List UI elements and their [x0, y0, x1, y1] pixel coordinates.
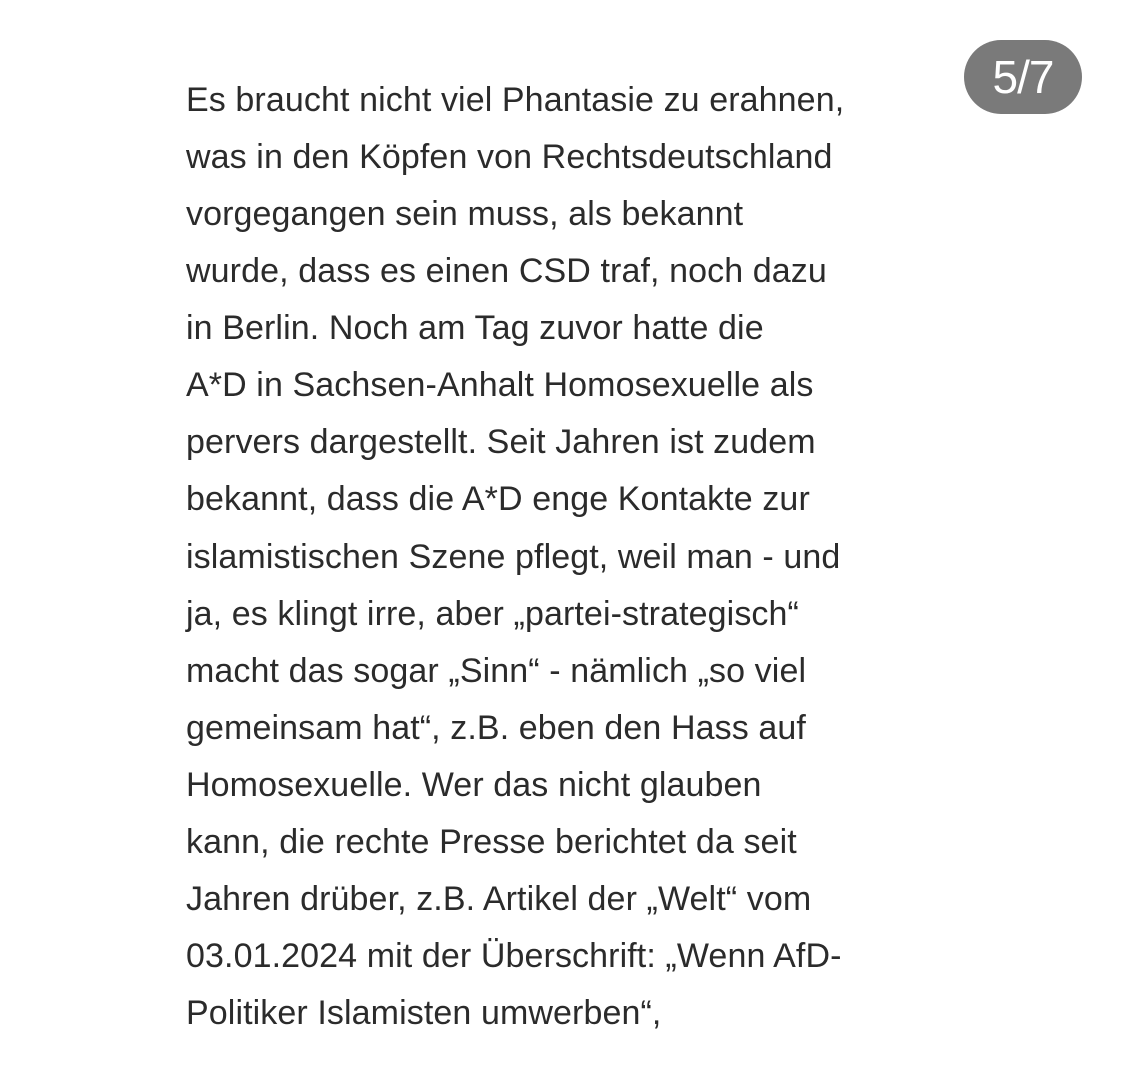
- text-line: gemeinsam hat“, z.B. eben den Hass auf: [186, 708, 806, 747]
- text-line: Politiker Islamisten umwerben“,: [186, 994, 662, 1032]
- text-line: vorgegangen sein muss, als bekannt: [186, 195, 744, 234]
- text-line: wurde, dass es einen CSD traf, noch dazu: [186, 252, 827, 291]
- text-line: macht das sogar „Sinn“ - nämlich „so viel: [186, 651, 807, 690]
- text-line: in Berlin. Noch am Tag zuvor hatte die: [186, 309, 764, 348]
- text-line: was in den Köpfen von Rechtsdeutschland: [186, 138, 833, 177]
- text-line: pervers dargestellt. Seit Jahren ist zudem: [186, 423, 816, 462]
- text-line: Jahren drüber, z.B. Artikel der „Welt“ vom: [186, 879, 812, 918]
- text-line: A*D in Sachsen-Anhalt Homosexuelle als: [186, 366, 814, 405]
- page-indicator-badge: 5/7: [964, 40, 1082, 114]
- text-line: Homosexuelle. Wer das nicht glauben: [186, 765, 762, 804]
- text-line: kann, die rechte Presse berichtet da seit: [186, 822, 797, 861]
- text-line: Es braucht nicht viel Phantasie zu erahnen,: [186, 81, 845, 119]
- text-line: 03.01.2024 mit der Überschrift: „Wenn AfD-: [186, 936, 842, 975]
- article-text: [186, 72, 946, 1042]
- text-line: ja, es klingt irre, aber „partei-strategisch“: [186, 594, 799, 633]
- text-line: islamistischen Szene pflegt, weil man - und: [186, 537, 841, 576]
- text-line: bekannt, dass die A*D enge Kontakte zur: [186, 480, 810, 519]
